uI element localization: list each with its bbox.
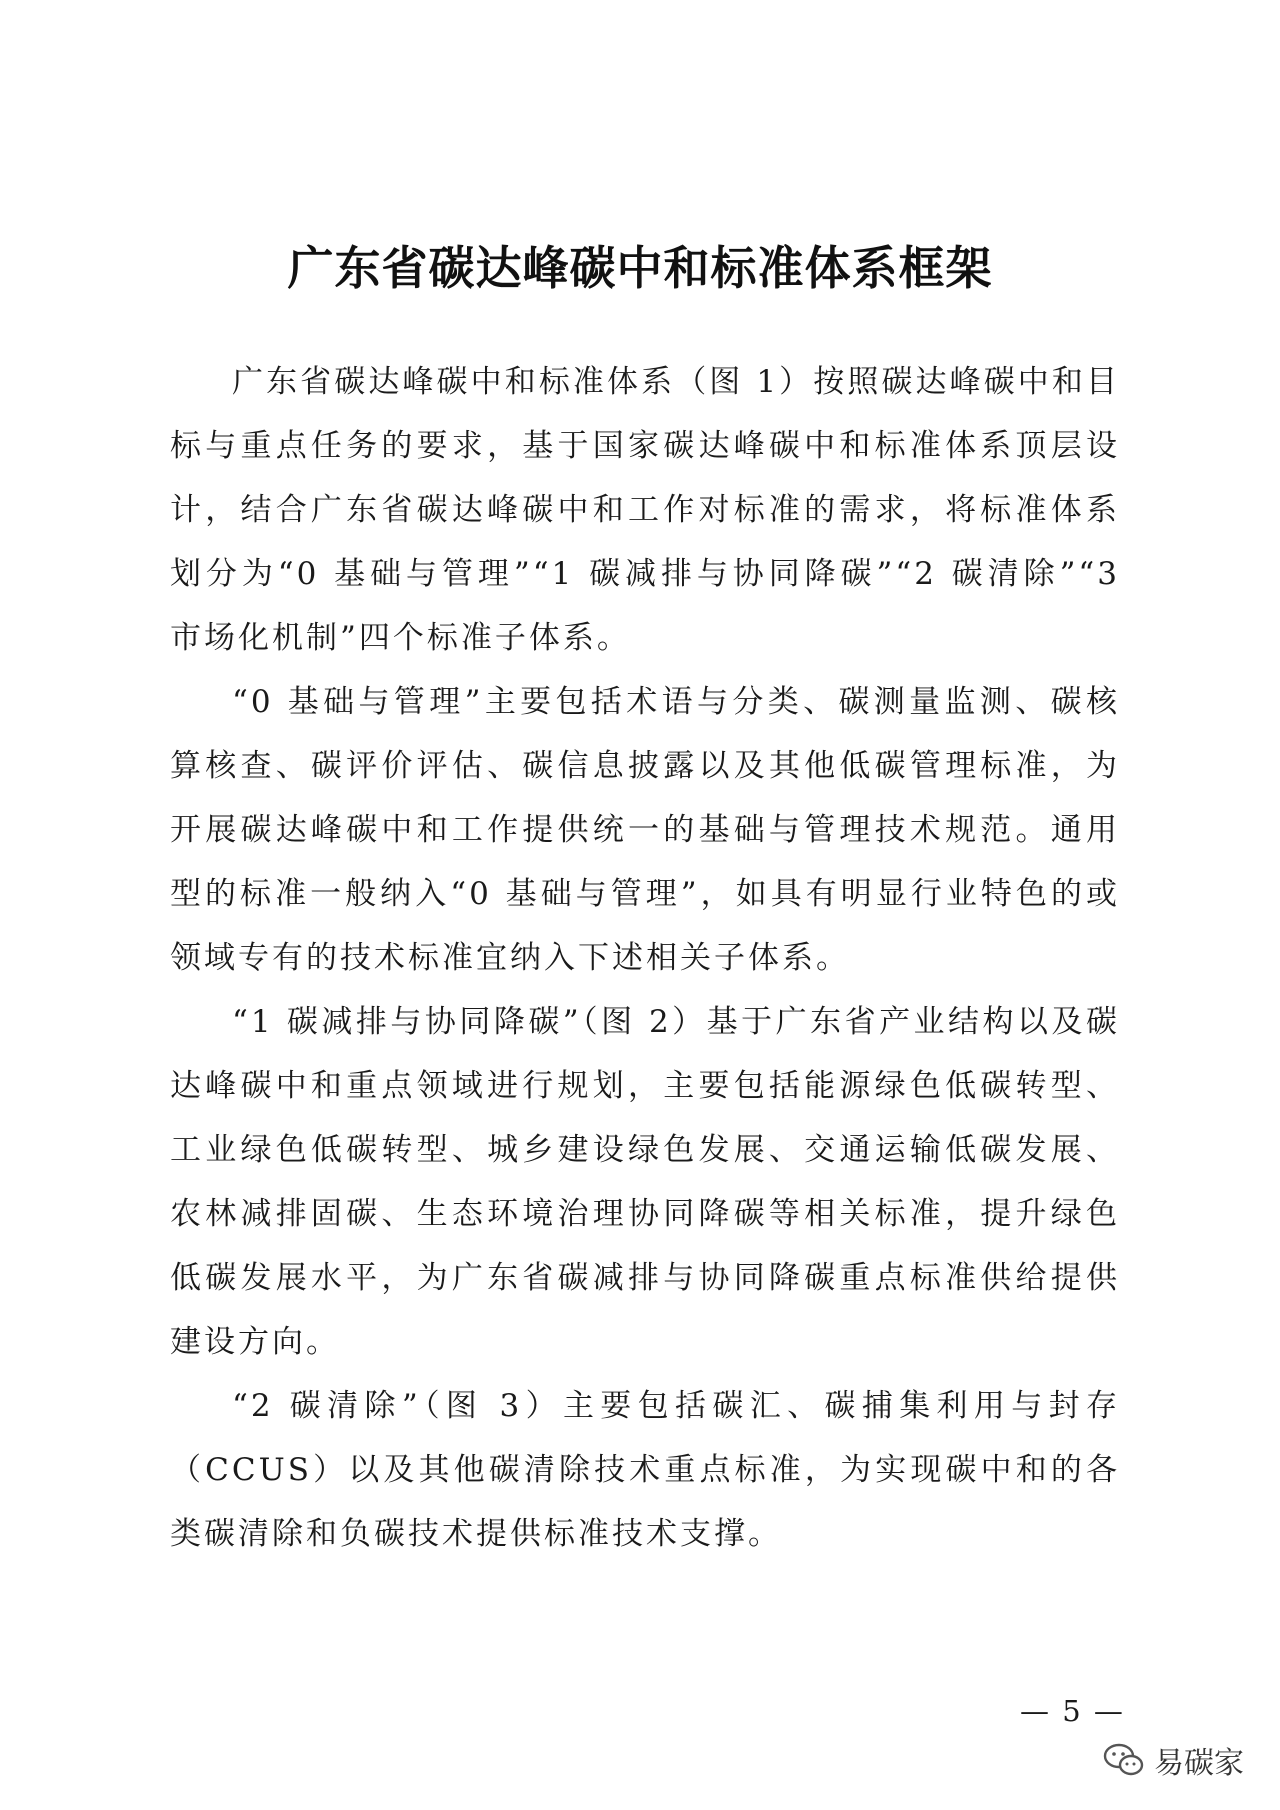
- paragraph-carbon-removal: “2 碳清除”（图 3）主要包括碳汇、碳捕集利用与封存（CCUS）以及其他碳清除技术重点标准，为实现碳中和的各类碳清除和负碳技术提供标准技术支撑。: [170, 1388, 1120, 1552]
- watermark-label: 易碳家: [1154, 1746, 1244, 1781]
- page-number: — 5 —: [1020, 1694, 1125, 1728]
- document-title: 广东省碳达峰碳中和标准体系框架: [287, 241, 993, 295]
- paragraph-basics-management: “0 基础与管理”主要包括术语与分类、碳测量监测、碳核算核查、碳评价评估、碳信息披露以及其他低碳管理标准，为开展碳达峰碳中和工作提供统一的基础与管理技术规范。通用型的标准一般纳入“0 基础与管理”，如具有明显行业特色的或领域专有的技术标准宜纳入下述相关子体系。: [170, 684, 1120, 976]
- watermark: [1102, 1738, 1244, 1782]
- paragraph-emission-reduction: “1 碳减排与协同降碳”（图 2）基于广东省产业结构以及碳达峰碳中和重点领域进行规划，主要包括能源绿色低碳转型、工业绿色低碳转型、城乡建设绿色发展、交通运输低碳发展、农林减排固碳、生态环境治理协同降碳等相关标准，提升绿色低碳发展水平，为广东省碳减排与协同降碳重点标准供给提供建设方向。: [170, 1004, 1120, 1360]
- wechat-icon: [1102, 1742, 1146, 1778]
- document-body: [170, 350, 1120, 1566]
- paragraph-overview: 广东省碳达峰碳中和标准体系（图 1）按照碳达峰碳中和目标与重点任务的要求，基于国家碳达峰碳中和标准体系顶层设计，结合广东省碳达峰碳中和工作对标准的需求，将标准体系划分为“0 基础与管理”“1 碳减排与协同降碳”“2 碳清除”“3 市场化机制”四个标准子体系。: [170, 364, 1120, 656]
